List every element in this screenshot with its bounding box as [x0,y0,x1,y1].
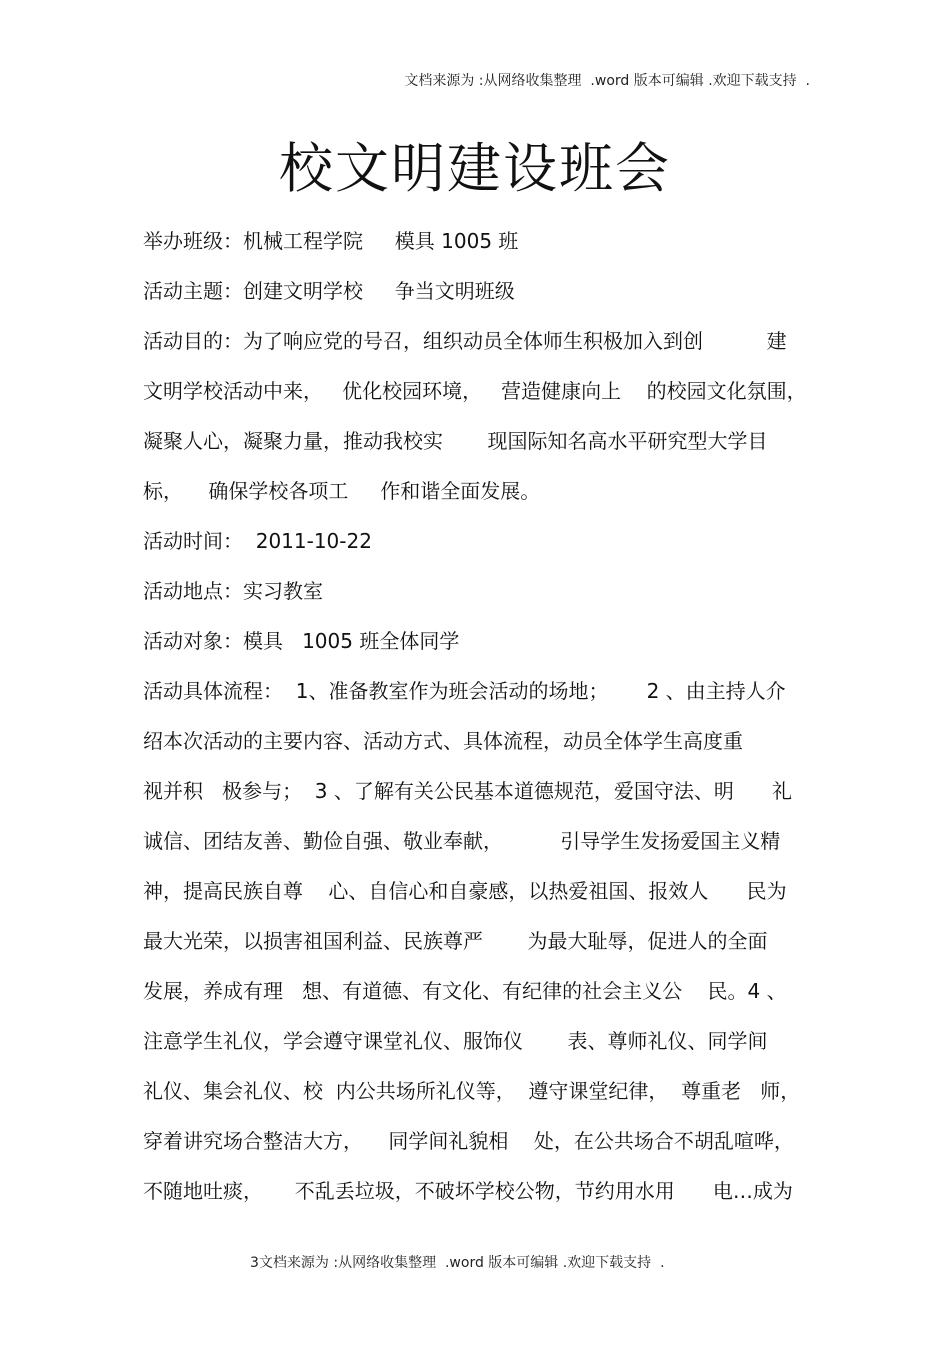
body-line: 活动时间： 2011-10-22 [143,529,372,553]
document-body [143,222,823,1222]
header-source-note: 文档来源为 :从网络收集整理 .word 版本可编辑 .欢迎下载支持 . [404,73,810,89]
body-line: 活动主题：创建文明学校 争当文明班级 [143,279,515,303]
body-line: 凝聚人心，凝聚力量，推动我校实 现国际知名高水平研究型大学目 [143,429,768,453]
body-line: 举办班级：机械工程学院 模具 1005 班 [143,229,519,253]
body-line: 绍本次活动的主要内容、活动方式、具体流程，动员全体学生高度重 [143,729,743,753]
body-line: 诚信、团结友善、勤俭自强、敬业奉献， 引导学生发扬爱国主义精 [143,829,781,853]
body-line: 标， 确保学校各项工 作和谐全面发展。 [143,479,541,503]
body-line: 不随地吐痰， 不乱丢垃圾，不破坏学校公物，节约用水用 电…成为 [143,1179,793,1203]
body-line: 文明学校活动中来， 优化校园环境， 营造健康向上 的校园文化氛围， [143,379,807,403]
body-line: 注意学生礼仪，学会遵守课堂礼仪、服饰仪 表、尊师礼仪、同学间 [143,1029,768,1053]
body-line: 活动对象：模具 1005 班全体同学 [143,629,460,653]
body-line: 最大光荣，以损害祖国利益、民族尊严 为最大耻辱，促进人的全面 [143,929,768,953]
body-line: 礼仪、集会礼仪、校 内公共场所礼仪等， 遵守课堂纪律， 尊重老 师， [143,1079,801,1103]
body-line: 活动地点：实习教室 [143,579,323,603]
footer-source-note: 3文档来源为 :从网络收集整理 .word 版本可编辑 .欢迎下载支持 . [250,1255,665,1271]
document-title: 校文明建设班会 [279,137,671,200]
body-line: 发展，养成有理 想、有道德、有文化、有纪律的社会主义公 民。4 、 [143,979,787,1003]
body-line: 神，提高民族自尊 心、自信心和自豪感，以热爱祖国、报效人 民为 [143,879,787,903]
body-line: 视并积 极参与； 3 、了解有关公民基本道德规范，爱国守法、明 礼 [143,779,793,803]
body-line: 穿着讲究场合整洁大方， 同学间礼貌相 处，在公共场合不胡乱喧哗， [143,1129,794,1153]
body-line: 活动具体流程： 1、准备教室作为班会活动的场地； 2 、由主持人介 [143,679,786,703]
body-line: 活动目的：为了响应党的号召，组织动员全体师生积极加入到创 建 [143,329,787,353]
